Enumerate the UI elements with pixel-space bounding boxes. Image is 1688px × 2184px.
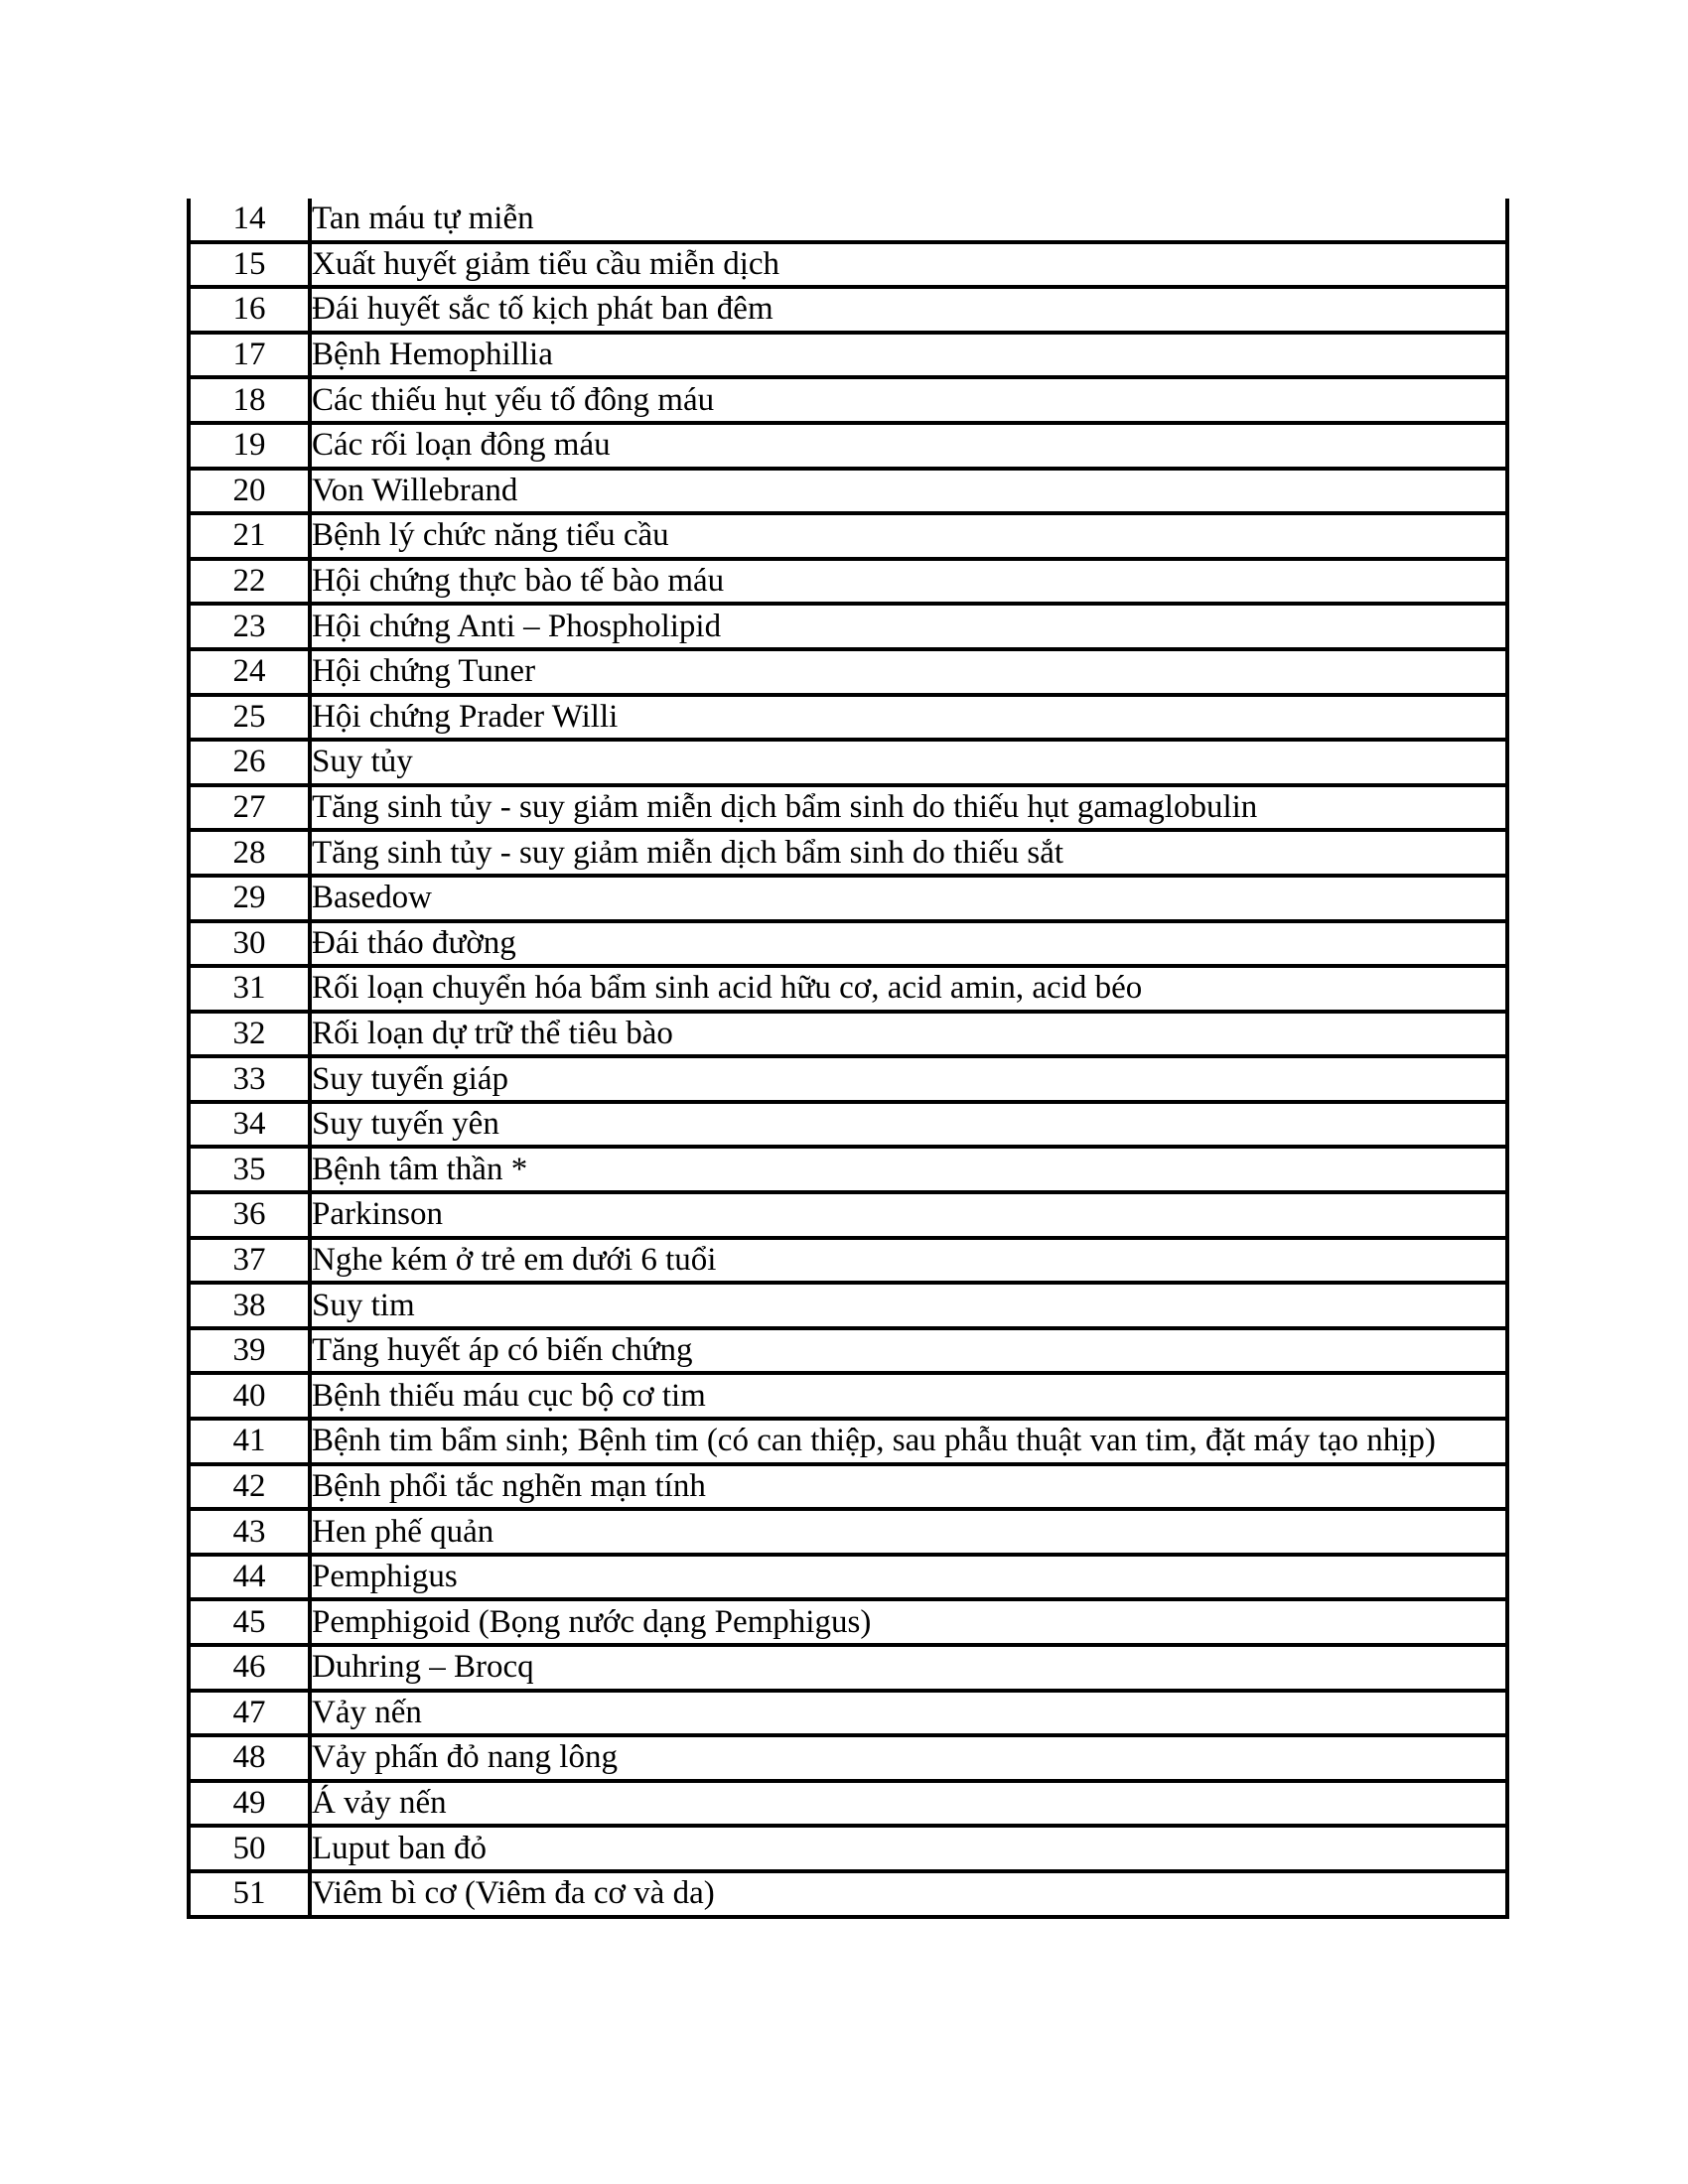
table-row: [189, 1419, 1507, 1464]
row-number-cell: 25: [189, 695, 310, 741]
table-row: [189, 1781, 1507, 1827]
disease-name-cell: Hội chứng thực bào tế bào máu: [310, 559, 1507, 605]
table-row: [189, 695, 1507, 741]
row-number-cell: 22: [189, 559, 310, 605]
table-row: [189, 333, 1507, 378]
row-number-cell: 31: [189, 966, 310, 1012]
table-row: [189, 1555, 1507, 1600]
row-number-cell: 17: [189, 333, 310, 378]
row-number-cell: 43: [189, 1509, 310, 1555]
table-row: [189, 604, 1507, 649]
table-row: [189, 1826, 1507, 1871]
row-number-cell: 47: [189, 1691, 310, 1736]
disease-name-cell: Á vảy nến: [310, 1781, 1507, 1827]
disease-name-cell: Bệnh Hemophillia: [310, 333, 1507, 378]
table-row: [189, 830, 1507, 876]
row-number-cell: 29: [189, 876, 310, 921]
row-number-cell: 51: [189, 1871, 310, 1917]
disease-name-cell: Basedow: [310, 876, 1507, 921]
table-row: [189, 649, 1507, 695]
row-number-cell: 50: [189, 1826, 310, 1871]
row-number-cell: 16: [189, 287, 310, 333]
row-number-cell: 28: [189, 830, 310, 876]
row-number-cell: 33: [189, 1056, 310, 1102]
row-number-cell: 48: [189, 1735, 310, 1781]
disease-name-cell: Bệnh tim bẩm sinh; Bệnh tim (có can thiệp, sau phẫu thuật van tim, đặt máy tạo nhịp): [310, 1419, 1507, 1464]
disease-name-cell: Luput ban đỏ: [310, 1826, 1507, 1871]
row-number-cell: 20: [189, 469, 310, 514]
table-row: [189, 559, 1507, 605]
disease-name-cell: Đái huyết sắc tố kịch phát ban đêm: [310, 287, 1507, 333]
disease-name-cell: Bệnh tâm thần *: [310, 1147, 1507, 1192]
table-row: [189, 740, 1507, 785]
disease-name-cell: Xuất huyết giảm tiểu cầu miễn dịch: [310, 242, 1507, 288]
row-number-cell: 36: [189, 1192, 310, 1238]
row-number-cell: 44: [189, 1555, 310, 1600]
table-row: [189, 1056, 1507, 1102]
row-number-cell: 34: [189, 1102, 310, 1148]
disease-name-cell: Đái tháo đường: [310, 921, 1507, 967]
table-row: [189, 876, 1507, 921]
disease-name-cell: Bệnh lý chức năng tiểu cầu: [310, 513, 1507, 559]
table-row: [189, 921, 1507, 967]
disease-name-cell: Suy tuyến yên: [310, 1102, 1507, 1148]
row-number-cell: 46: [189, 1645, 310, 1691]
disease-name-cell: Parkinson: [310, 1192, 1507, 1238]
table-row: [189, 785, 1507, 831]
disease-name-cell: Vảy phấn đỏ nang lông: [310, 1735, 1507, 1781]
row-number-cell: 23: [189, 604, 310, 649]
table-row: [189, 1192, 1507, 1238]
disease-name-cell: Hội chứng Tuner: [310, 649, 1507, 695]
table-row: [189, 1509, 1507, 1555]
disease-list-table: [187, 199, 1509, 1919]
table-row: [189, 1328, 1507, 1374]
row-number-cell: 35: [189, 1147, 310, 1192]
table-row: [189, 1147, 1507, 1192]
table-row: [189, 199, 1507, 242]
row-number-cell: 39: [189, 1328, 310, 1374]
disease-name-cell: Các thiếu hụt yếu tố đông máu: [310, 377, 1507, 423]
table-row: [189, 1238, 1507, 1284]
table-row: [189, 1735, 1507, 1781]
table-row: [189, 469, 1507, 514]
table-row: [189, 377, 1507, 423]
disease-name-cell: Tăng huyết áp có biến chứng: [310, 1328, 1507, 1374]
table-row: [189, 1012, 1507, 1057]
row-number-cell: 41: [189, 1419, 310, 1464]
disease-name-cell: Rối loạn dự trữ thể tiêu bào: [310, 1012, 1507, 1057]
row-number-cell: 40: [189, 1373, 310, 1419]
table-row: [189, 287, 1507, 333]
row-number-cell: 26: [189, 740, 310, 785]
row-number-cell: 14: [189, 199, 310, 242]
disease-name-cell: Duhring – Brocq: [310, 1645, 1507, 1691]
table-row: [189, 1283, 1507, 1328]
table-row: [189, 1373, 1507, 1419]
disease-name-cell: Rối loạn chuyển hóa bẩm sinh acid hữu cơ, acid amin, acid béo: [310, 966, 1507, 1012]
disease-name-cell: Các rối loạn đông máu: [310, 423, 1507, 469]
disease-name-cell: Viêm bì cơ (Viêm đa cơ và da): [310, 1871, 1507, 1917]
disease-name-cell: Hội chứng Prader Willi: [310, 695, 1507, 741]
disease-name-cell: Tan máu tự miễn: [310, 199, 1507, 242]
table-row: [189, 1645, 1507, 1691]
disease-name-cell: Pemphigoid (Bọng nước dạng Pemphigus): [310, 1599, 1507, 1645]
disease-name-cell: Suy tủy: [310, 740, 1507, 785]
disease-name-cell: Vảy nến: [310, 1691, 1507, 1736]
row-number-cell: 18: [189, 377, 310, 423]
disease-table-body: [189, 199, 1507, 1917]
table-row: [189, 966, 1507, 1012]
disease-name-cell: Suy tim: [310, 1283, 1507, 1328]
disease-name-cell: Nghe kém ở trẻ em dưới 6 tuổi: [310, 1238, 1507, 1284]
row-number-cell: 19: [189, 423, 310, 469]
table-row: [189, 1102, 1507, 1148]
table-row: [189, 423, 1507, 469]
table-row: [189, 1871, 1507, 1917]
row-number-cell: 45: [189, 1599, 310, 1645]
disease-name-cell: Pemphigus: [310, 1555, 1507, 1600]
row-number-cell: 21: [189, 513, 310, 559]
row-number-cell: 32: [189, 1012, 310, 1057]
row-number-cell: 30: [189, 921, 310, 967]
disease-name-cell: Tăng sinh tủy - suy giảm miễn dịch bẩm sinh do thiếu hụt gamaglobulin: [310, 785, 1507, 831]
table-row: [189, 513, 1507, 559]
row-number-cell: 24: [189, 649, 310, 695]
row-number-cell: 37: [189, 1238, 310, 1284]
table-row: [189, 1599, 1507, 1645]
disease-name-cell: Suy tuyến giáp: [310, 1056, 1507, 1102]
disease-name-cell: Hội chứng Anti – Phospholipid: [310, 604, 1507, 649]
table-row: [189, 1464, 1507, 1510]
row-number-cell: 49: [189, 1781, 310, 1827]
row-number-cell: 38: [189, 1283, 310, 1328]
disease-name-cell: Tăng sinh tủy - suy giảm miễn dịch bẩm sinh do thiếu sắt: [310, 830, 1507, 876]
disease-name-cell: Bệnh thiếu máu cục bộ cơ tim: [310, 1373, 1507, 1419]
disease-name-cell: Von Willebrand: [310, 469, 1507, 514]
row-number-cell: 42: [189, 1464, 310, 1510]
disease-name-cell: Hen phế quản: [310, 1509, 1507, 1555]
table-row: [189, 242, 1507, 288]
row-number-cell: 15: [189, 242, 310, 288]
table-row: [189, 1691, 1507, 1736]
row-number-cell: 27: [189, 785, 310, 831]
disease-name-cell: Bệnh phổi tắc nghẽn mạn tính: [310, 1464, 1507, 1510]
